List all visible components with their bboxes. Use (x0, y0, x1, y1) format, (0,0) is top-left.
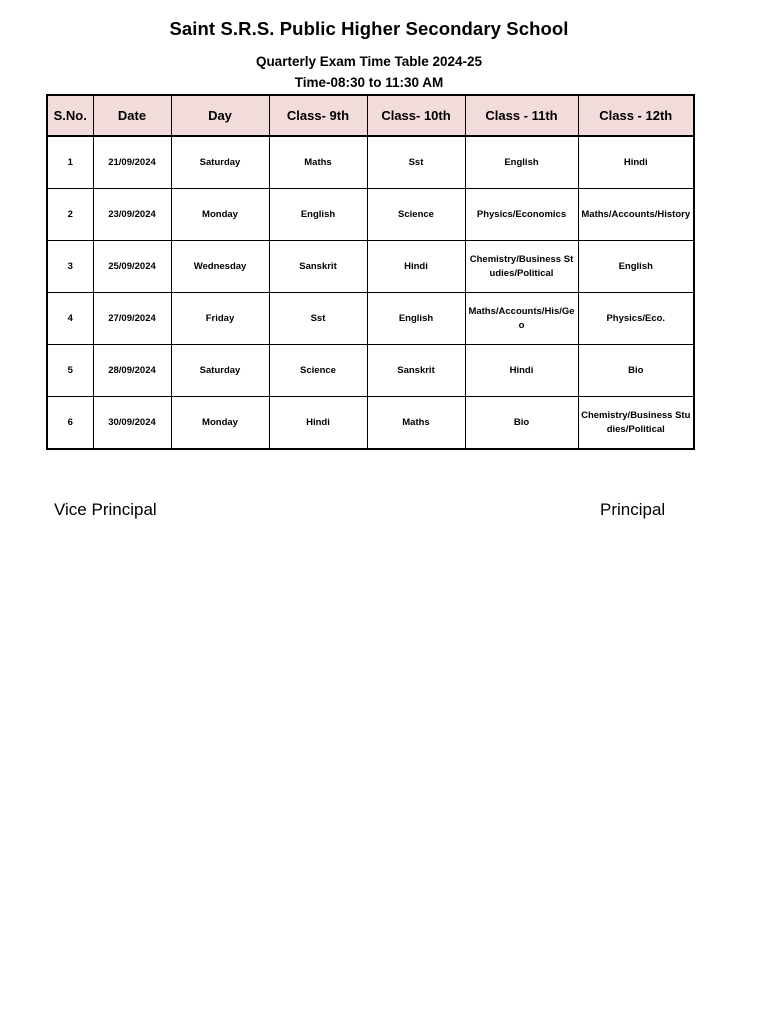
column-header-class-11: Class - 11th (465, 95, 578, 136)
cell-class-11: Bio (465, 397, 578, 450)
cell-sno: 2 (47, 189, 93, 241)
cell-class-9: Hindi (269, 397, 367, 450)
cell-day: Wednesday (171, 241, 269, 293)
column-header-date: Date (93, 95, 171, 136)
column-header-sno: S.No. (47, 95, 93, 136)
table-row (47, 241, 694, 293)
exam-time: Time-08:30 to 11:30 AM (294, 75, 444, 90)
cell-sno: 4 (47, 293, 93, 345)
cell-class-10: Sst (367, 136, 465, 189)
cell-date: 30/09/2024 (93, 397, 171, 450)
cell-class-11: English (465, 136, 578, 189)
cell-sno: 5 (47, 345, 93, 397)
cell-sno: 1 (47, 136, 93, 189)
column-header-class-9: Class- 9th (269, 95, 367, 136)
cell-class-10: Hindi (367, 241, 465, 293)
cell-day: Monday (171, 189, 269, 241)
column-header-class-10: Class- 10th (367, 95, 465, 136)
exam-title: Quarterly Exam Time Table 2024-25 (255, 54, 483, 69)
table-row (47, 345, 694, 397)
table-row (47, 189, 694, 241)
column-header-day: Day (171, 95, 269, 136)
table-row (47, 293, 694, 345)
school-title: Saint S.R.S. Public Higher Secondary School (169, 18, 569, 39)
vice-principal-signature-label: Vice Principal (54, 500, 157, 519)
cell-class-11: Hindi (465, 345, 578, 397)
table-header-row (47, 95, 694, 136)
cell-class-10: Sanskrit (367, 345, 465, 397)
cell-date: 27/09/2024 (93, 293, 171, 345)
principal-signature-label: Principal (600, 500, 666, 519)
cell-class-9: Sanskrit (269, 241, 367, 293)
cell-sno: 6 (47, 397, 93, 450)
cell-class-12: Hindi (578, 136, 694, 189)
cell-class-12: Maths/Accounts/History (578, 189, 694, 241)
cell-class-12: Chemistry/Business Studies/Political (578, 397, 694, 450)
cell-class-11: Physics/Economics (465, 189, 578, 241)
cell-day: Friday (171, 293, 269, 345)
column-header-class-12: Class - 12th (578, 95, 694, 136)
cell-date: 23/09/2024 (93, 189, 171, 241)
cell-date: 21/09/2024 (93, 136, 171, 189)
cell-class-12: English (578, 241, 694, 293)
cell-date: 25/09/2024 (93, 241, 171, 293)
cell-class-11: Maths/Accounts/His/Geo (465, 293, 578, 345)
cell-class-11: Chemistry/Business Studies/Political (465, 241, 578, 293)
cell-class-10: Maths (367, 397, 465, 450)
cell-class-12: Bio (578, 345, 694, 397)
cell-date: 28/09/2024 (93, 345, 171, 397)
cell-day: Saturday (171, 345, 269, 397)
exam-timetable (46, 94, 695, 450)
table-row (47, 136, 694, 189)
cell-class-9: Maths (269, 136, 367, 189)
cell-class-9: Science (269, 345, 367, 397)
cell-sno: 3 (47, 241, 93, 293)
cell-class-10: Science (367, 189, 465, 241)
cell-class-12: Physics/Eco. (578, 293, 694, 345)
cell-class-9: Sst (269, 293, 367, 345)
cell-class-10: English (367, 293, 465, 345)
table-row (47, 397, 694, 450)
cell-class-9: English (269, 189, 367, 241)
cell-day: Monday (171, 397, 269, 450)
cell-day: Saturday (171, 136, 269, 189)
